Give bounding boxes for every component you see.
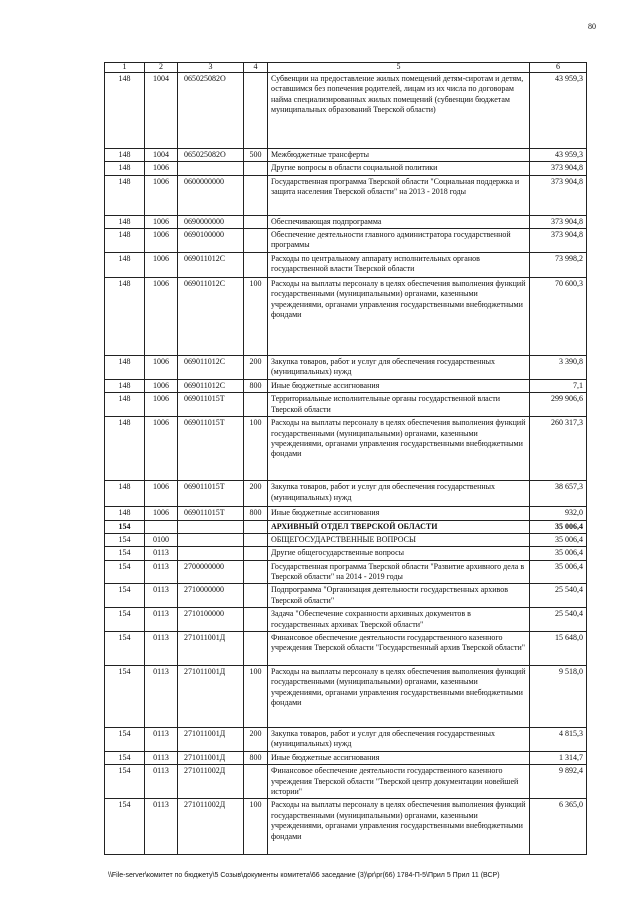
cell-expense-type: 500 (244, 148, 268, 161)
cell-target-article: 069011015Т (178, 507, 244, 520)
cell-section-code: 0113 (145, 584, 178, 608)
cell-target-article: 069011012С (178, 277, 244, 355)
cell-section-code: 0113 (145, 728, 178, 752)
header-col-2: 2 (145, 63, 178, 73)
cell-section-code: 1006 (145, 175, 178, 215)
cell-section-code: 0113 (145, 751, 178, 764)
cell-section-code: 0113 (145, 608, 178, 632)
table-row (105, 751, 587, 764)
cell-section-code: 0113 (145, 799, 178, 855)
cell-description: Межбюджетные трансферты (268, 148, 530, 161)
cell-target-article: 2710000000 (178, 584, 244, 608)
cell-description: Территориальные исполнительные органы государственной власти Тверской области (268, 393, 530, 417)
cell-admin-code: 148 (105, 175, 145, 215)
cell-target-article: 069011012С (178, 379, 244, 392)
table-row (105, 228, 587, 252)
cell-target-article: 271011001Д (178, 751, 244, 764)
cell-target-article: 069011012С (178, 355, 244, 379)
header-col-1: 1 (105, 63, 145, 73)
cell-admin-code: 154 (105, 799, 145, 855)
cell-expense-type (244, 584, 268, 608)
cell-expense-type (244, 520, 268, 533)
cell-admin-code: 148 (105, 507, 145, 520)
cell-section-code: 0113 (145, 666, 178, 728)
table-row (105, 215, 587, 228)
cell-description: Иные бюджетные ассигнования (268, 507, 530, 520)
cell-amount: 260 317,3 (530, 417, 587, 481)
cell-target-article (178, 547, 244, 560)
cell-description: Обеспечение деятельности главного администратора государственной программы (268, 228, 530, 252)
table-row (105, 417, 587, 481)
table-row (105, 277, 587, 355)
cell-amount: 373 904,8 (530, 215, 587, 228)
cell-admin-code: 148 (105, 228, 145, 252)
cell-amount: 3 390,8 (530, 355, 587, 379)
cell-target-article (178, 520, 244, 533)
header-col-3: 3 (178, 63, 244, 73)
cell-target-article (178, 162, 244, 175)
cell-expense-type (244, 72, 268, 148)
cell-description: Финансовое обеспечение деятельности государственного казенного учреждения Тверской области "Государственный архив Тверской области" (268, 632, 530, 666)
cell-amount: 932,0 (530, 507, 587, 520)
table-body (105, 72, 587, 855)
cell-expense-type (244, 533, 268, 546)
cell-description: АРХИВНЫЙ ОТДЕЛ ТВЕРСКОЙ ОБЛАСТИ (268, 520, 530, 533)
cell-amount: 373 904,8 (530, 175, 587, 215)
cell-expense-type (244, 632, 268, 666)
cell-description: Подпрограмма "Организация деятельности государственных архивов Тверской области" (268, 584, 530, 608)
cell-admin-code: 154 (105, 751, 145, 764)
cell-section-code: 1006 (145, 507, 178, 520)
cell-target-article: 069011015Т (178, 417, 244, 481)
cell-section-code: 1006 (145, 355, 178, 379)
cell-admin-code: 148 (105, 162, 145, 175)
cell-amount: 1 314,7 (530, 751, 587, 764)
table-row (105, 148, 587, 161)
cell-target-article: 271011001Д (178, 666, 244, 728)
cell-expense-type: 100 (244, 799, 268, 855)
cell-description: Задача "Обеспечение сохранности архивных документов в государственных архивах Тверской области" (268, 608, 530, 632)
cell-target-article: 271011001Д (178, 728, 244, 752)
cell-amount: 70 600,3 (530, 277, 587, 355)
cell-description: Обеспечивающая подпрограмма (268, 215, 530, 228)
cell-target-article: 0690100000 (178, 228, 244, 252)
cell-amount: 25 540,4 (530, 584, 587, 608)
header-col-5: 5 (268, 63, 530, 73)
cell-section-code: 1006 (145, 228, 178, 252)
cell-amount: 299 906,6 (530, 393, 587, 417)
table-row (105, 560, 587, 584)
cell-description: Иные бюджетные ассигнования (268, 379, 530, 392)
cell-target-article: 069011012С (178, 252, 244, 277)
cell-amount: 35 006,4 (530, 560, 587, 584)
cell-section-code: 1006 (145, 481, 178, 507)
cell-description: Государственная программа Тверской области "Социальная поддержка и защита населения Тверской области" на 2013 - 2018 годы (268, 175, 530, 215)
cell-description: Субвенции на предоставление жилых помещений детям-сиротам и детям, оставшимся без попечения родителей, лицам из их числа по договорам найма специализированных жилых помещений (субвенции бюджетам муниципальных образований Тверской области) (268, 72, 530, 148)
cell-amount: 15 648,0 (530, 632, 587, 666)
cell-expense-type (244, 547, 268, 560)
cell-expense-type (244, 228, 268, 252)
cell-description: Закупка товаров, работ и услуг для обеспечения государственных (муниципальных) нужд (268, 728, 530, 752)
cell-target-article: 065025082О (178, 148, 244, 161)
cell-amount: 35 006,4 (530, 547, 587, 560)
header-row (105, 63, 587, 73)
cell-admin-code: 148 (105, 393, 145, 417)
cell-amount: 73 998,2 (530, 252, 587, 277)
header-col-6: 6 (530, 63, 587, 73)
table-row (105, 547, 587, 560)
cell-expense-type: 100 (244, 666, 268, 728)
cell-admin-code: 148 (105, 355, 145, 379)
cell-description: Расходы на выплаты персоналу в целях обеспечения выполнения функций государственными (муниципальными) органами, казенными учреждениями, органами управления государственными внебюджетными фондами (268, 277, 530, 355)
cell-section-code: 0100 (145, 533, 178, 546)
cell-admin-code: 148 (105, 215, 145, 228)
cell-section-code: 0113 (145, 632, 178, 666)
cell-amount: 6 365,0 (530, 799, 587, 855)
cell-description: Расходы на выплаты персоналу в целях обеспечения выполнения функций государственными (муниципальными) органами, казенными учреждениями, органами управления государственными внебюджетными фондами (268, 799, 530, 855)
cell-admin-code: 148 (105, 379, 145, 392)
cell-admin-code: 148 (105, 72, 145, 148)
table-row (105, 584, 587, 608)
cell-amount: 373 904,8 (530, 162, 587, 175)
cell-expense-type (244, 765, 268, 799)
cell-description: Другие вопросы в области социальной политики (268, 162, 530, 175)
table-row (105, 666, 587, 728)
cell-description: ОБЩЕГОСУДАРСТВЕННЫЕ ВОПРОСЫ (268, 533, 530, 546)
cell-section-code: 0113 (145, 547, 178, 560)
cell-description: Расходы по центральному аппарату исполнительных органов государственной власти Тверской области (268, 252, 530, 277)
table-row (105, 520, 587, 533)
cell-expense-type: 200 (244, 355, 268, 379)
table-row (105, 533, 587, 546)
cell-expense-type: 100 (244, 417, 268, 481)
cell-target-article: 271011001Д (178, 632, 244, 666)
cell-expense-type (244, 252, 268, 277)
budget-table (104, 62, 587, 855)
cell-section-code: 1004 (145, 72, 178, 148)
cell-expense-type: 100 (244, 277, 268, 355)
cell-target-article: 0600000000 (178, 175, 244, 215)
cell-admin-code: 154 (105, 584, 145, 608)
cell-target-article: 2700000000 (178, 560, 244, 584)
cell-section-code: 1006 (145, 417, 178, 481)
file-path-footer: \\File-server\комитет по бюджету\5 Созыв\документы комитета\66 заседание (3)\pr\pr(66) 1784-П-5\Прил 5 Прил 11 (ВСР) (108, 872, 500, 879)
cell-section-code: 0113 (145, 560, 178, 584)
table-row (105, 799, 587, 855)
cell-description: Другие общегосударственные вопросы (268, 547, 530, 560)
cell-amount: 38 657,3 (530, 481, 587, 507)
cell-expense-type (244, 560, 268, 584)
cell-admin-code: 154 (105, 632, 145, 666)
cell-expense-type: 800 (244, 751, 268, 764)
cell-section-code: 1006 (145, 215, 178, 228)
cell-admin-code: 154 (105, 560, 145, 584)
cell-admin-code: 154 (105, 547, 145, 560)
cell-admin-code: 148 (105, 252, 145, 277)
cell-admin-code: 154 (105, 765, 145, 799)
table-row (105, 765, 587, 799)
cell-admin-code: 148 (105, 277, 145, 355)
cell-admin-code: 148 (105, 148, 145, 161)
cell-amount: 9 518,0 (530, 666, 587, 728)
cell-amount: 373 904,8 (530, 228, 587, 252)
cell-expense-type: 800 (244, 507, 268, 520)
cell-amount: 25 540,4 (530, 608, 587, 632)
cell-expense-type: 200 (244, 481, 268, 507)
cell-amount: 4 815,3 (530, 728, 587, 752)
cell-section-code: 1006 (145, 379, 178, 392)
header-col-4: 4 (244, 63, 268, 73)
cell-section-code: 1004 (145, 148, 178, 161)
cell-description: Финансовое обеспечение деятельности государственного казенного учреждения Тверской области "Тверской центр документации новейшей истории" (268, 765, 530, 799)
cell-expense-type (244, 393, 268, 417)
cell-admin-code: 154 (105, 608, 145, 632)
page-number: 80 (588, 22, 596, 31)
cell-section-code: 1006 (145, 252, 178, 277)
table-row (105, 175, 587, 215)
cell-target-article: 069011015Т (178, 393, 244, 417)
cell-amount: 43 959,3 (530, 72, 587, 148)
cell-section-code: 1006 (145, 393, 178, 417)
cell-amount: 35 006,4 (530, 520, 587, 533)
table-row (105, 632, 587, 666)
cell-amount: 35 006,4 (530, 533, 587, 546)
cell-expense-type (244, 608, 268, 632)
cell-admin-code: 154 (105, 520, 145, 533)
cell-target-article: 271011002Д (178, 765, 244, 799)
cell-description: Закупка товаров, работ и услуг для обеспечения государственных (муниципальных) нужд (268, 481, 530, 507)
table-row (105, 608, 587, 632)
cell-expense-type (244, 175, 268, 215)
cell-target-article: 2710100000 (178, 608, 244, 632)
cell-amount: 9 892,4 (530, 765, 587, 799)
cell-section-code: 1006 (145, 277, 178, 355)
table-row (105, 355, 587, 379)
cell-amount: 7,1 (530, 379, 587, 392)
cell-admin-code: 148 (105, 481, 145, 507)
cell-amount: 43 959,3 (530, 148, 587, 161)
cell-expense-type: 200 (244, 728, 268, 752)
cell-description: Расходы на выплаты персоналу в целях обеспечения выполнения функций государственными (муниципальными) органами, казенными учреждениями, органами управления государственными внебюджетными фондами (268, 666, 530, 728)
table-row (105, 393, 587, 417)
cell-section-code: 0113 (145, 765, 178, 799)
cell-description: Иные бюджетные ассигнования (268, 751, 530, 764)
cell-section-code (145, 520, 178, 533)
cell-admin-code: 154 (105, 533, 145, 546)
table-row (105, 252, 587, 277)
table-row (105, 481, 587, 507)
table-row (105, 507, 587, 520)
cell-description: Расходы на выплаты персоналу в целях обеспечения выполнения функций государственными (муниципальными) органами, казенными учреждениями, органами управления государственными внебюджетными фондами (268, 417, 530, 481)
table-row (105, 728, 587, 752)
cell-target-article: 271011002Д (178, 799, 244, 855)
cell-admin-code: 148 (105, 417, 145, 481)
table-row (105, 72, 587, 148)
cell-section-code: 1006 (145, 162, 178, 175)
cell-target-article: 0690000000 (178, 215, 244, 228)
table-row (105, 162, 587, 175)
table-row (105, 379, 587, 392)
cell-admin-code: 154 (105, 666, 145, 728)
cell-target-article (178, 533, 244, 546)
cell-expense-type: 800 (244, 379, 268, 392)
cell-description: Государственная программа Тверской области "Развитие архивного дела в Тверской области" на 2014 - 2019 годы (268, 560, 530, 584)
cell-admin-code: 154 (105, 728, 145, 752)
cell-expense-type (244, 215, 268, 228)
cell-target-article: 069011015Т (178, 481, 244, 507)
cell-expense-type (244, 162, 268, 175)
cell-target-article: 065025082О (178, 72, 244, 148)
cell-description: Закупка товаров, работ и услуг для обеспечения государственных (муниципальных) нужд (268, 355, 530, 379)
